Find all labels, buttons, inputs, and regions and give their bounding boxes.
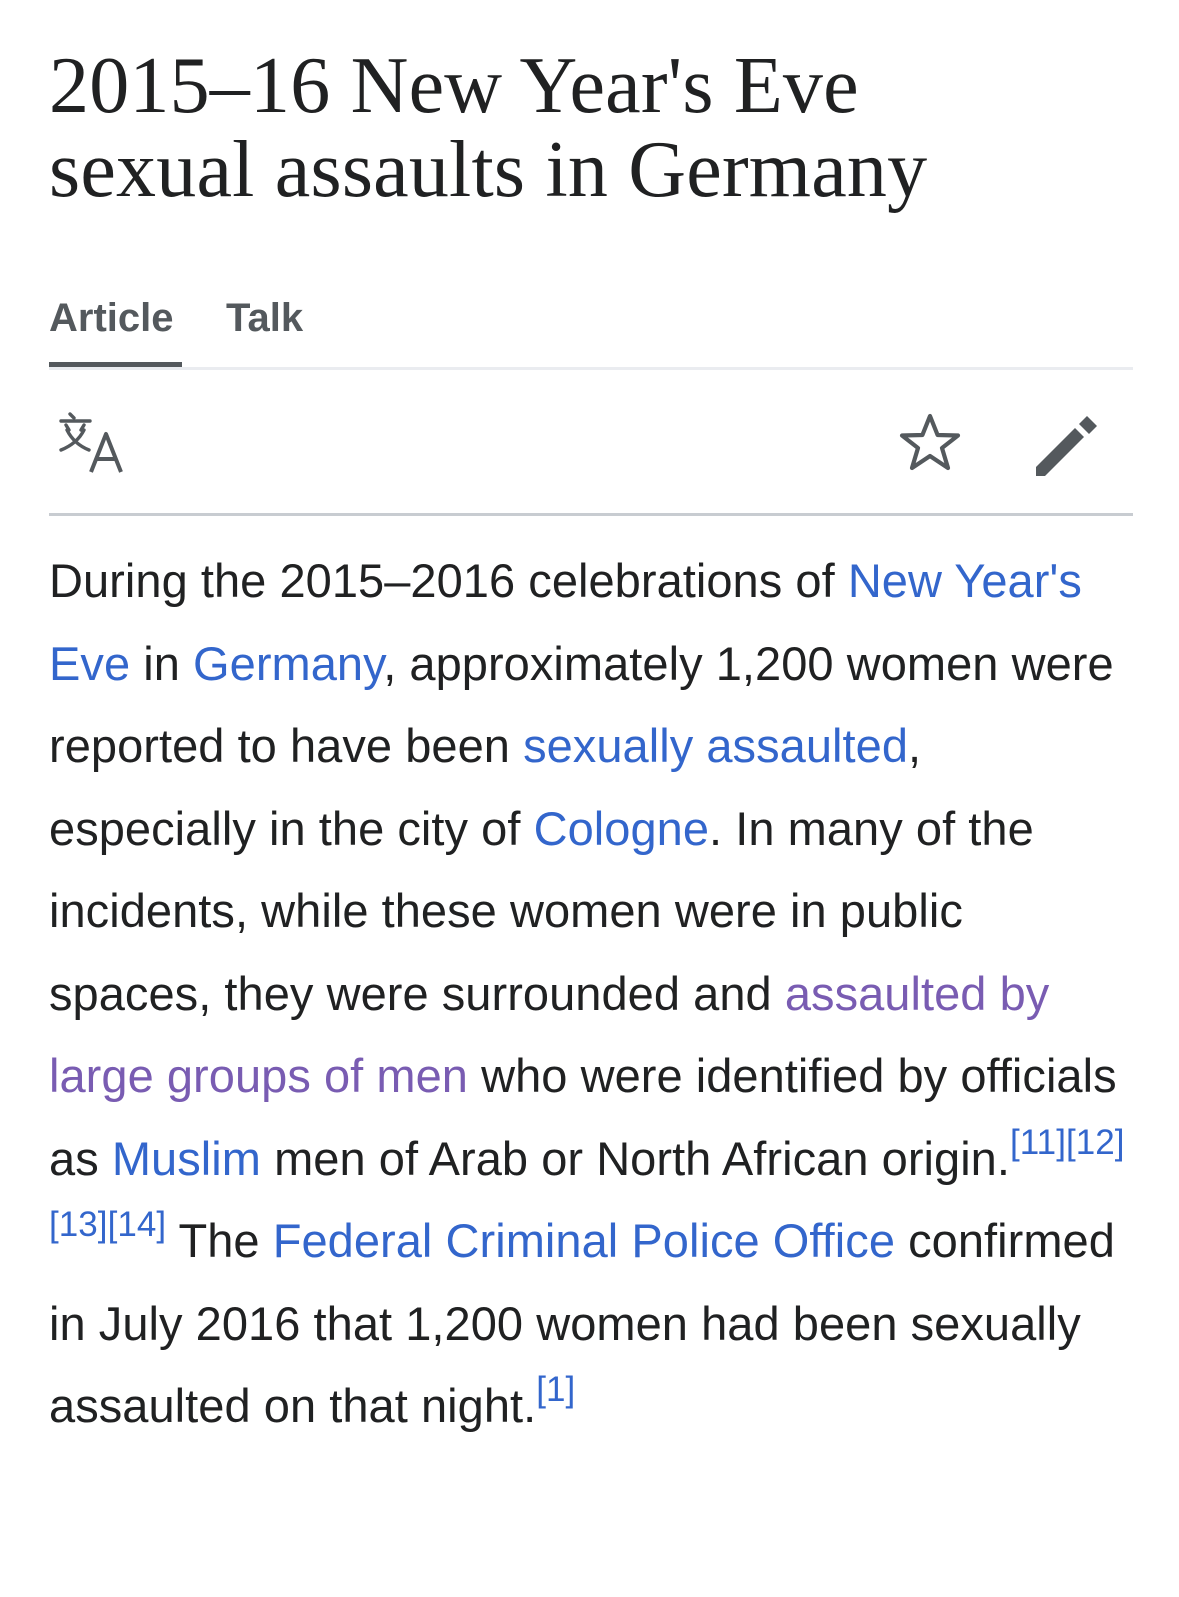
- link-mass-sexual-assault[interactable]: assaulted by large groups of men: [49, 966, 1050, 1102]
- text-run: During the 2015–2016 celebrations of: [49, 554, 848, 607]
- link-cologne[interactable]: Cologne: [533, 801, 710, 855]
- article-page: [49, 0, 1133, 1432]
- article-content: [49, 540, 1133, 1448]
- page-tabs: [49, 290, 1133, 370]
- edit-button[interactable]: [1031, 408, 1103, 480]
- star-icon: [894, 408, 966, 480]
- link-muslim[interactable]: Muslim: [111, 1131, 261, 1185]
- text-run: , approximately 1,200 women were reported to have been: [49, 636, 1114, 772]
- language-icon: [57, 408, 129, 480]
- reference-1[interactable]: [1]: [536, 1370, 576, 1409]
- tab-talk[interactable]: Talk: [226, 296, 304, 340]
- page-title-line-2: sexual assaults in Germany: [49, 126, 928, 214]
- reference-14[interactable]: [14]: [107, 1205, 167, 1244]
- page-title: [49, 0, 1133, 212]
- link-sexually-assaulted[interactable]: sexually assaulted: [523, 719, 909, 772]
- tab-article[interactable]: Article: [49, 296, 174, 340]
- watch-star-button[interactable]: [894, 408, 966, 480]
- lead-paragraph: [49, 540, 1133, 1448]
- tab-article-selected-indicator: [49, 362, 182, 367]
- link-federal-criminal-police-office[interactable]: Federal Criminal Police Office: [272, 1214, 896, 1267]
- text-run: confirmed in July 2016 that 1,200 women had been sexually assaulted on that night.: [49, 1214, 1115, 1432]
- page-actions-toolbar: [49, 370, 1133, 516]
- link-new-years-eve[interactable]: New Year's Eve: [49, 554, 1082, 690]
- language-button[interactable]: [57, 408, 129, 480]
- reference-11[interactable]: [11]: [1009, 1122, 1066, 1162]
- text-run: . In many of the incidents, while these women were in public spaces, they were surrounded and: [49, 801, 1034, 1020]
- reference-12[interactable]: [12]: [1065, 1122, 1125, 1162]
- text-run: men of Arab or North African origin.: [261, 1131, 1010, 1185]
- text-run: who were identified by officials as: [49, 1049, 1117, 1185]
- pencil-icon: [1031, 408, 1103, 480]
- link-germany[interactable]: Germany: [193, 636, 384, 690]
- page-title-line-1: 2015–16 New Year's Eve: [49, 42, 859, 130]
- reference-13[interactable]: [13]: [49, 1205, 108, 1244]
- text-run: The: [166, 1214, 273, 1267]
- text-run: , especially in the city of: [49, 719, 922, 855]
- text-run: in: [130, 636, 194, 690]
